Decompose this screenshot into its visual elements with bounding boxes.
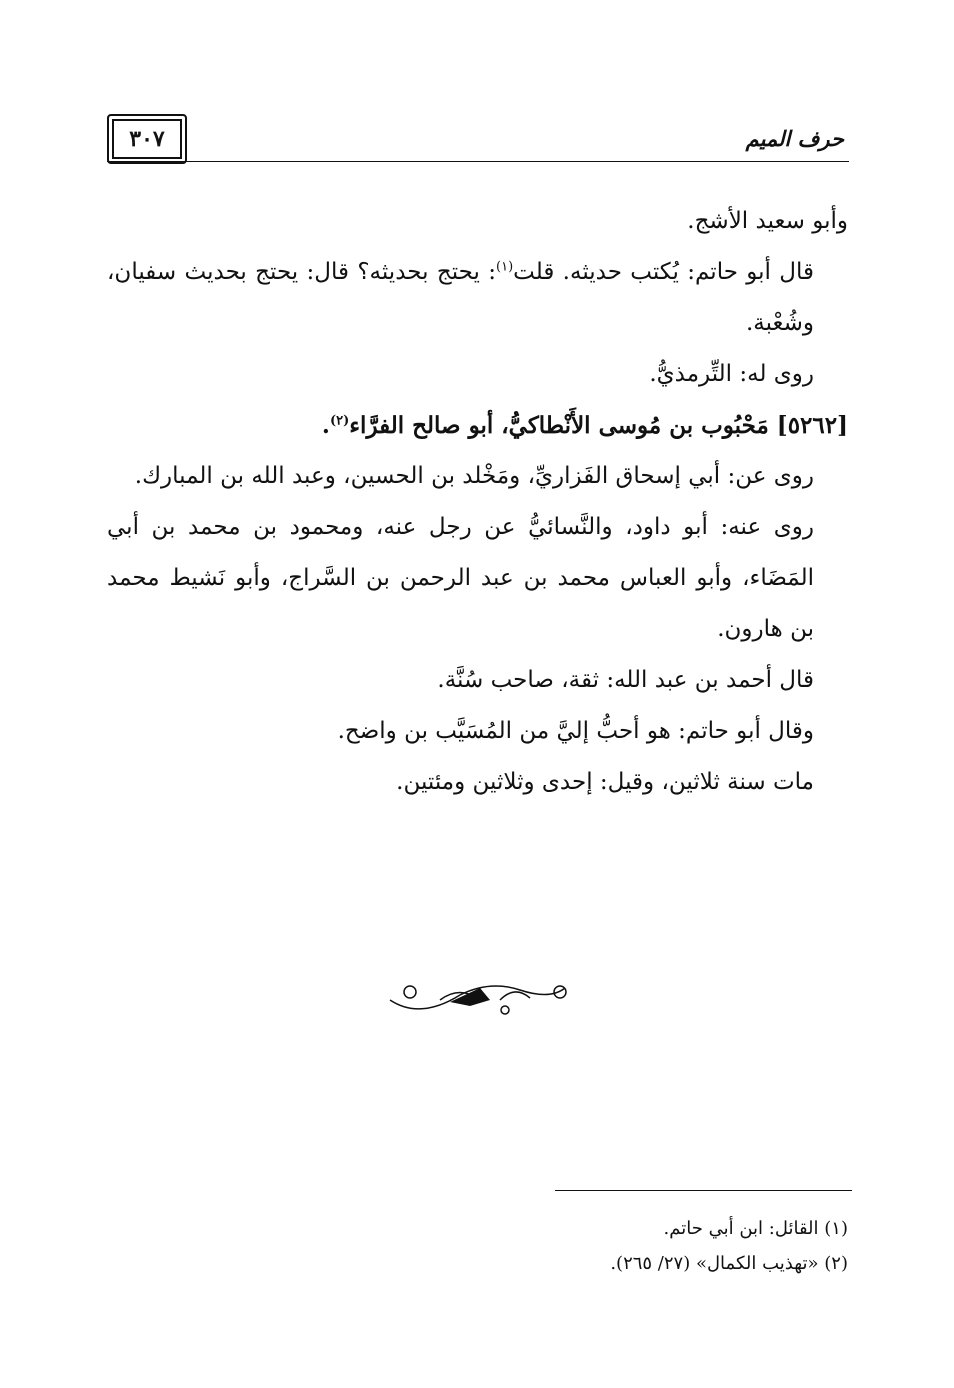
paragraph-death: مات سنة ثلاثين، وقيل: إحدى وثلاثين ومئتين. [396, 769, 814, 795]
page-number-text: ٣٠٧ [129, 126, 165, 152]
footnotes [107, 1211, 848, 1281]
abu-hatim-text: قال أبو حاتم: يُكتب حديثه. قلت [513, 259, 814, 285]
footnote-1: (١) القائل: ابن أبي حاتم. [663, 1218, 848, 1239]
paragraph-ashajj: وأبو سعيد الأشج. [687, 208, 848, 234]
footnote-ref-2[interactable]: (٢) [329, 413, 350, 429]
ornament-divider [380, 970, 580, 1030]
entry-heading [107, 400, 848, 451]
entry-heading-end: . [321, 412, 330, 439]
header-divider [107, 161, 849, 162]
paragraph-ahmad: قال أحمد بن عبد الله: ثقة، صاحب سُنَّة. [437, 667, 814, 693]
paragraph-abu-hatim [107, 247, 848, 349]
abu-hatim-text-cont: : يحتج بحديثه؟ قال: يحتج بحديث سفيان، وشُعْبة. [107, 259, 814, 336]
page-number [107, 114, 187, 164]
footnote-ref-1[interactable]: (١) [496, 259, 514, 275]
footnote-divider [555, 1190, 852, 1191]
paragraph-abu-hatim-2: وقال أبو حاتم: هو أحبُّ إليَّ من المُسَيَّب بن واضح. [337, 718, 814, 744]
main-text [107, 196, 848, 808]
paragraph-tirmidhi: روى له: التِّرمذيُّ. [649, 361, 814, 387]
running-title: حرف الميم [745, 126, 844, 151]
paragraph-narrated-from: روى عن: أبي إسحاق الفَزاريِّ، ومَخْلد بن الحسين، وعبد الله بن المبارك. [134, 463, 814, 489]
paragraph-narrated-by: روى عنه: أبو داود، والنَّسائيُّ عن رجل عنه، ومحمود بن محمد بن أبي المَضَاء، وأبو العباس محمد بن عبد الرحمن بن السَّراج، وأبو نَشيط محمد بن هارون. [107, 514, 814, 642]
entry-heading-text: [٥٢٦٢] مَحْبُوب بن مُوسى الأَنْطاكيُّ، أبو صالح الفرَّاء [349, 412, 848, 439]
footnote-2: (٢) «تهذيب الكمال» (٢٧/ ٢٦٥). [610, 1253, 848, 1274]
